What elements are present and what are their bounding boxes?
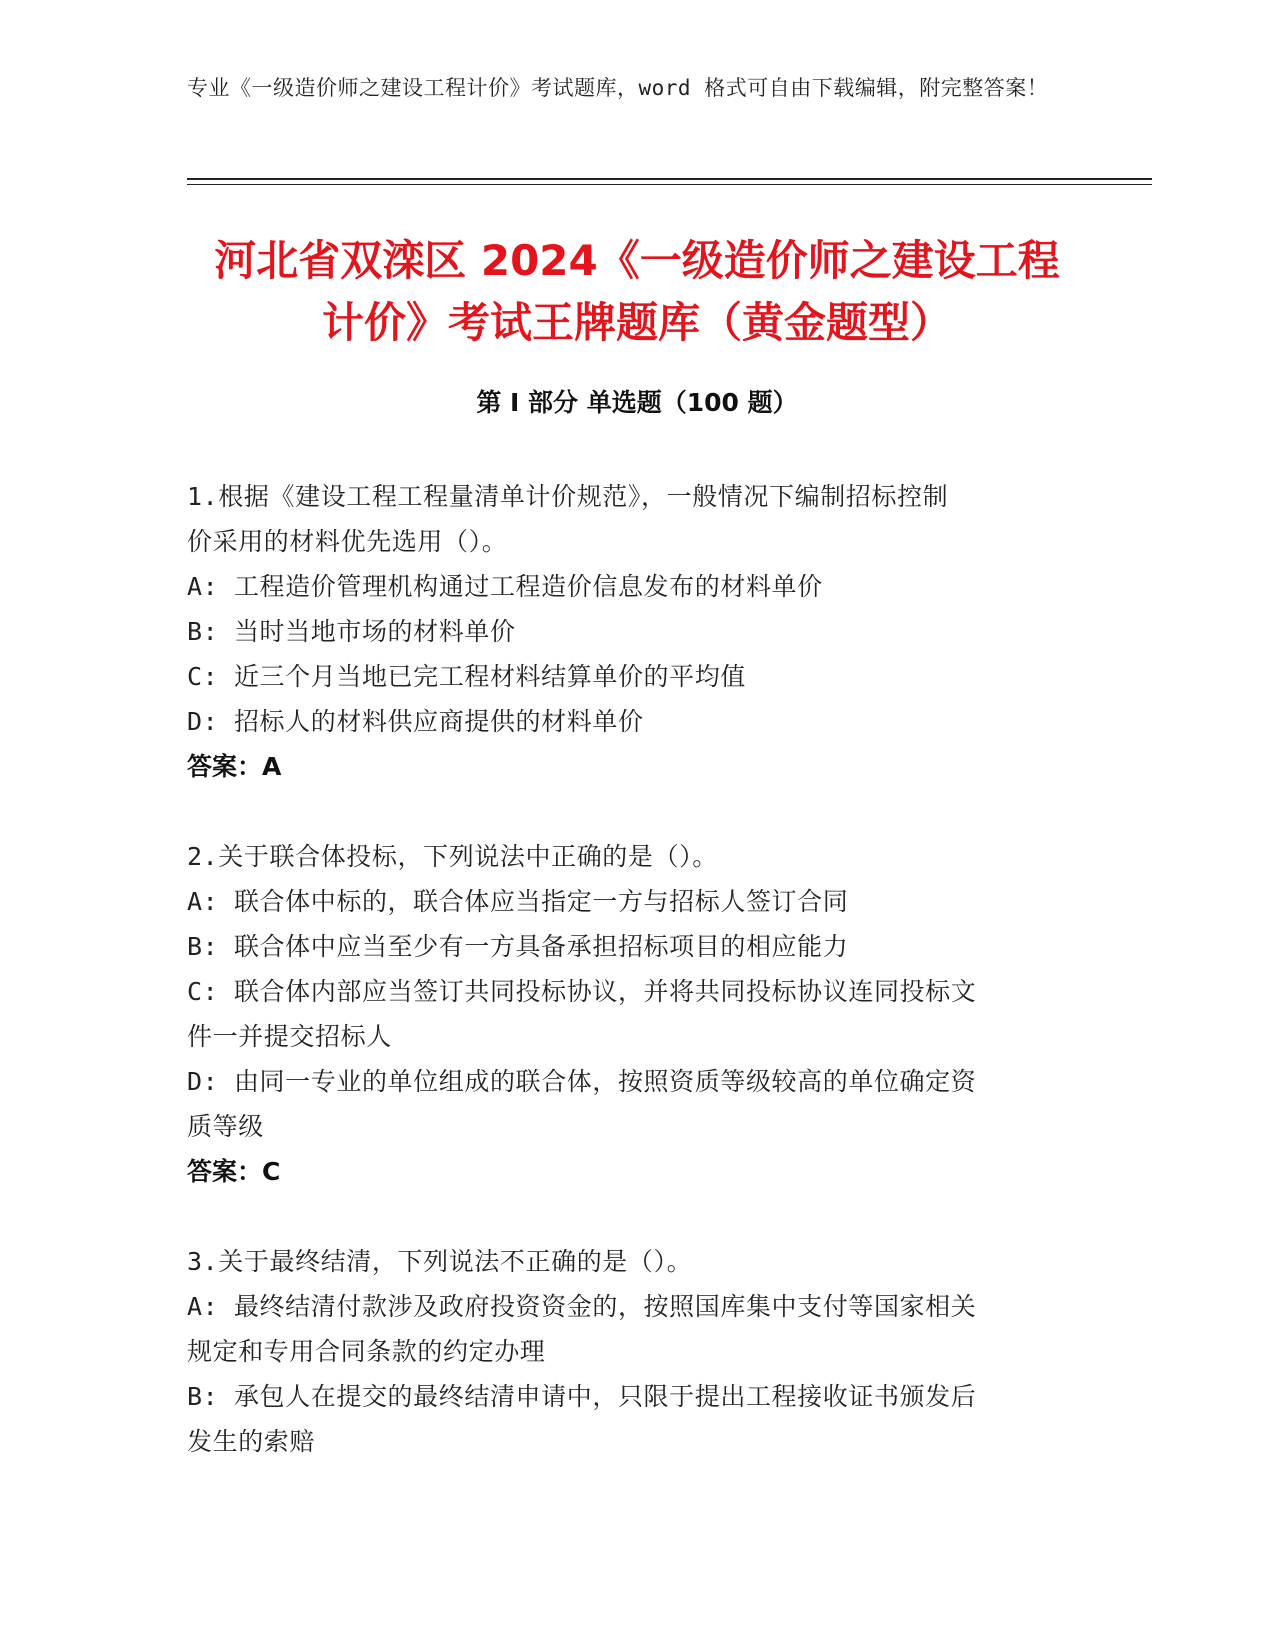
question-item (187, 1239, 1067, 1464)
question-option: 规定和专用合同条款的约定办理 (187, 1337, 546, 1366)
question-option: B: 承包人在提交的最终结清申请中，只限于提出工程接收证书颁发后 (187, 1382, 977, 1411)
document-title-line-2: 计价》考试王牌题库（黄金题型） (321, 298, 952, 347)
question-stem: 2.关于联合体投标，下列说法中正确的是（）。 (187, 842, 718, 871)
question-option: C: 近三个月当地已完工程材料结算单价的平均值 (187, 662, 746, 691)
header-note: 专业《一级造价师之建设工程计价》考试题库，word 格式可自由下载编辑，附完整答案！ (187, 76, 1049, 100)
question-option: 质等级 (187, 1112, 264, 1141)
question-item (187, 834, 1067, 1194)
answer-line: 答案：A (187, 752, 282, 781)
question-option: 发生的索赔 (187, 1427, 316, 1456)
answer-line: 答案：C (187, 1157, 281, 1186)
header-divider-thin (187, 184, 1152, 185)
question-list (187, 474, 1067, 1509)
document-title (187, 230, 1087, 354)
question-option: B: 当时当地市场的材料单价 (187, 617, 516, 646)
question-stem: 价采用的材料优先选用（）。 (187, 527, 508, 556)
question-option: A: 工程造价管理机构通过工程造价信息发布的材料单价 (187, 572, 823, 601)
question-option: A: 联合体中标的，联合体应当指定一方与招标人签订合同 (187, 887, 849, 916)
question-option: 件一并提交招标人 (187, 1022, 392, 1051)
question-option: A: 最终结清付款涉及政府投资资金的，按照国库集中支付等国家相关 (187, 1292, 977, 1321)
section-heading: 第 I 部分 单选题（100 题） (476, 388, 798, 417)
header-divider-thick (187, 178, 1152, 180)
question-option: D: 由同一专业的单位组成的联合体，按照资质等级较高的单位确定资 (187, 1067, 977, 1096)
question-stem: 3.关于最终结清，下列说法不正确的是（）。 (187, 1247, 693, 1276)
document-title-line-1: 河北省双滦区 2024《一级造价师之建设工程 (214, 236, 1060, 285)
question-stem: 1.根据《建设工程工程量清单计价规范》，一般情况下编制招标控制 (187, 482, 949, 511)
question-option: C: 联合体内部应当签订共同投标协议，并将共同投标协议连同投标文 (187, 977, 977, 1006)
question-option: D: 招标人的材料供应商提供的材料单价 (187, 707, 644, 736)
question-item (187, 474, 1067, 789)
question-option: B: 联合体中应当至少有一方具备承担招标项目的相应能力 (187, 932, 849, 961)
